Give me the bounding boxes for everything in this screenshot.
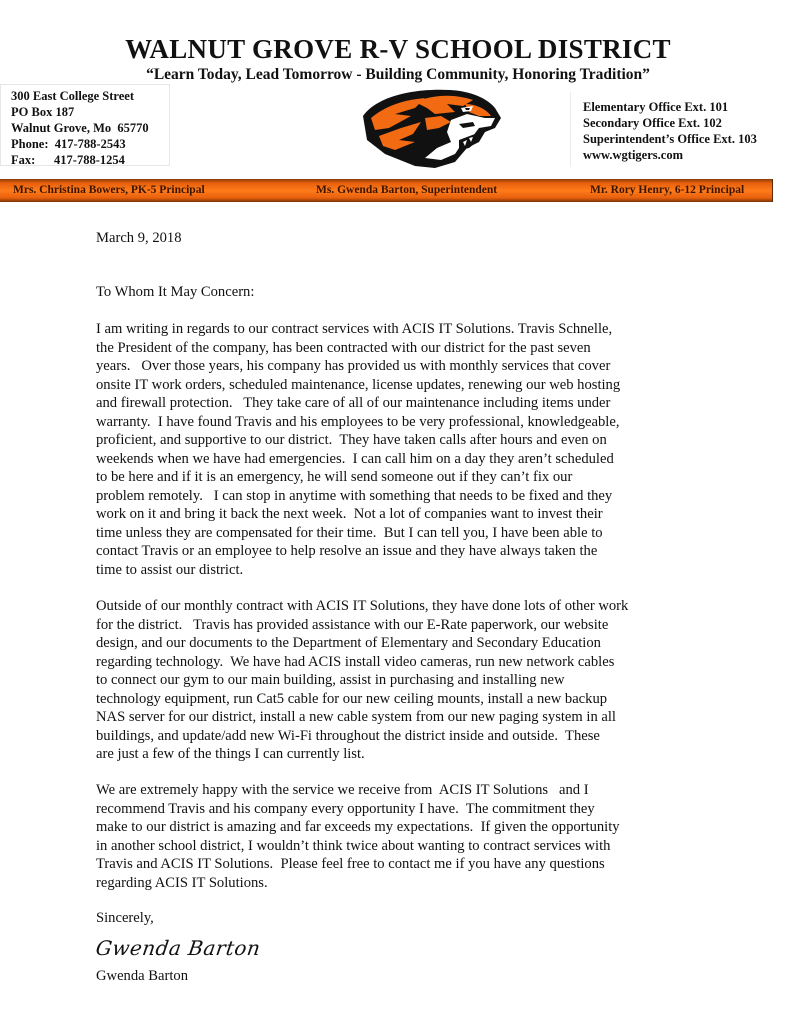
paragraph-3 [96,781,716,892]
paragraph-line: contact Travis or an employee to help resolve an issue and they have always taken the [96,543,598,559]
address-city: Walnut Grove, Mo 65770 [11,121,149,135]
district-motto: “Learn Today, Lead Tomorrow - Building Community, Honoring Tradition” [146,66,650,83]
paragraph-line: to connect our gym to our main building, assist in purchasing and installing new [96,672,565,688]
paragraph-line: We are extremely happy with the service we receive from ACIS IT Solutions and I [96,782,589,798]
handwritten-signature: Gwenda Barton [94,936,263,960]
paragraph-line: recommend Travis and his company every opportunity I have. The commitment they [96,800,595,817]
paragraph-line: work on it and bring it back the next week. Not a lot of companies want to invest their [96,506,603,522]
paragraph-1 [96,320,716,579]
ext-elementary: Elementary Office Ext. 101 [583,100,729,114]
paragraph-line: Outside of our monthly contract with ACIS IT Solutions, they have done lots of other work [96,598,629,614]
website-link[interactable]: www.wgtigers.com [583,148,683,162]
paragraph-line: the President of the company, has been contracted with our district for the past seven [96,339,591,356]
ext-superintendent: Superintendent’s Office Ext. 103 [583,132,757,146]
ext-secondary: Secondary Office Ext. 102 [583,116,722,130]
paragraph-line: onsite IT work orders, scheduled maintenance, license updates, renewing our web hosting [96,376,621,393]
paragraph-line: make to our district is amazing and far exceeds my expectations. If given the opportunity [96,819,620,835]
paragraph-line: time unless they are compensated for their time. But I can tell you, I have been able to [96,524,603,541]
paragraph-line: proficient, and supportive to our district. They have taken calls after hours and even on [96,432,607,448]
staff-612-principal: Mr. Rory Henry, 6-12 Principal [590,184,745,196]
address-fax: Fax: 417-788-1254 [11,153,125,166]
paragraph-line: are just a few of the things I can currently list. [96,746,365,762]
paragraph-line: design, and our documents to the Department of Elementary and Secondary Education [96,635,601,651]
paragraph-line: I am writing in regards to our contract services with ACIS IT Solutions. Travis Schnelle, [96,321,613,337]
paragraph-line: NAS server for our district, install a new cable system from our new paging system in all [96,709,616,725]
paragraph-2 [96,597,716,764]
paragraph-line: in another school district, I wouldn’t think twice about wanting to contract services with [96,837,611,854]
letter-salutation: To Whom It May Concern: [96,284,255,300]
staff-pk5-principal: Mrs. Christina Bowers, PK-5 Principal [13,184,205,196]
paragraph-line: and firewall protection. They take care of all of our maintenance including items under [96,395,611,411]
paragraph-line: buildings, and update/add new Wi-Fi throughout the district inside and outside. These [96,727,600,744]
letter-date: March 9, 2018 [96,230,182,246]
tiger-mascot-icon [355,84,505,174]
paragraph-line: years. Over those years, his company has provided us with monthly services that cover [96,358,611,374]
paragraph-line: for the district. Travis has provided assistance with our E-Rate paperwork, our website [96,616,609,633]
address-phone: Phone: 417-788-2543 [11,137,126,151]
address-street: 300 East College Street [11,89,135,103]
letter-closing: Sincerely, [96,910,154,926]
paragraph-line: warranty. I have found Travis and his employees to be very professional, knowledgeable, [96,413,620,430]
extensions-block [570,92,786,167]
paragraph-line: time to assist our district. [96,561,244,578]
paragraph-line: regarding technology. We have had ACIS install video cameras, run new network cables [96,653,615,670]
staff-bar [0,179,773,202]
paragraph-line: regarding ACIS IT Solutions. [96,874,268,891]
district-title: WALNUT GROVE R-V SCHOOL DISTRICT [125,34,671,64]
paragraph-line: weekends when we have had emergencies. I can call him on a day they aren’t scheduled [96,450,614,467]
staff-superintendent: Ms. Gwenda Barton, Superintendent [316,184,498,196]
address-po-box: PO Box 187 [11,105,75,119]
address-block [0,84,170,166]
paragraph-line: to be here and if it is an emergency, he will send someone out if they can’t fix our [96,469,573,485]
paragraph-line: Travis and ACIS IT Solutions. Please feel free to contact me if you have any questions [96,856,605,872]
paragraph-line: technology equipment, run Cat5 cable for our new ceiling mounts, install a new backup [96,690,608,707]
paragraph-line: problem remotely. I can stop in anytime with something that needs to be fixed and they [96,487,613,504]
signer-name: Gwenda Barton [96,968,188,984]
